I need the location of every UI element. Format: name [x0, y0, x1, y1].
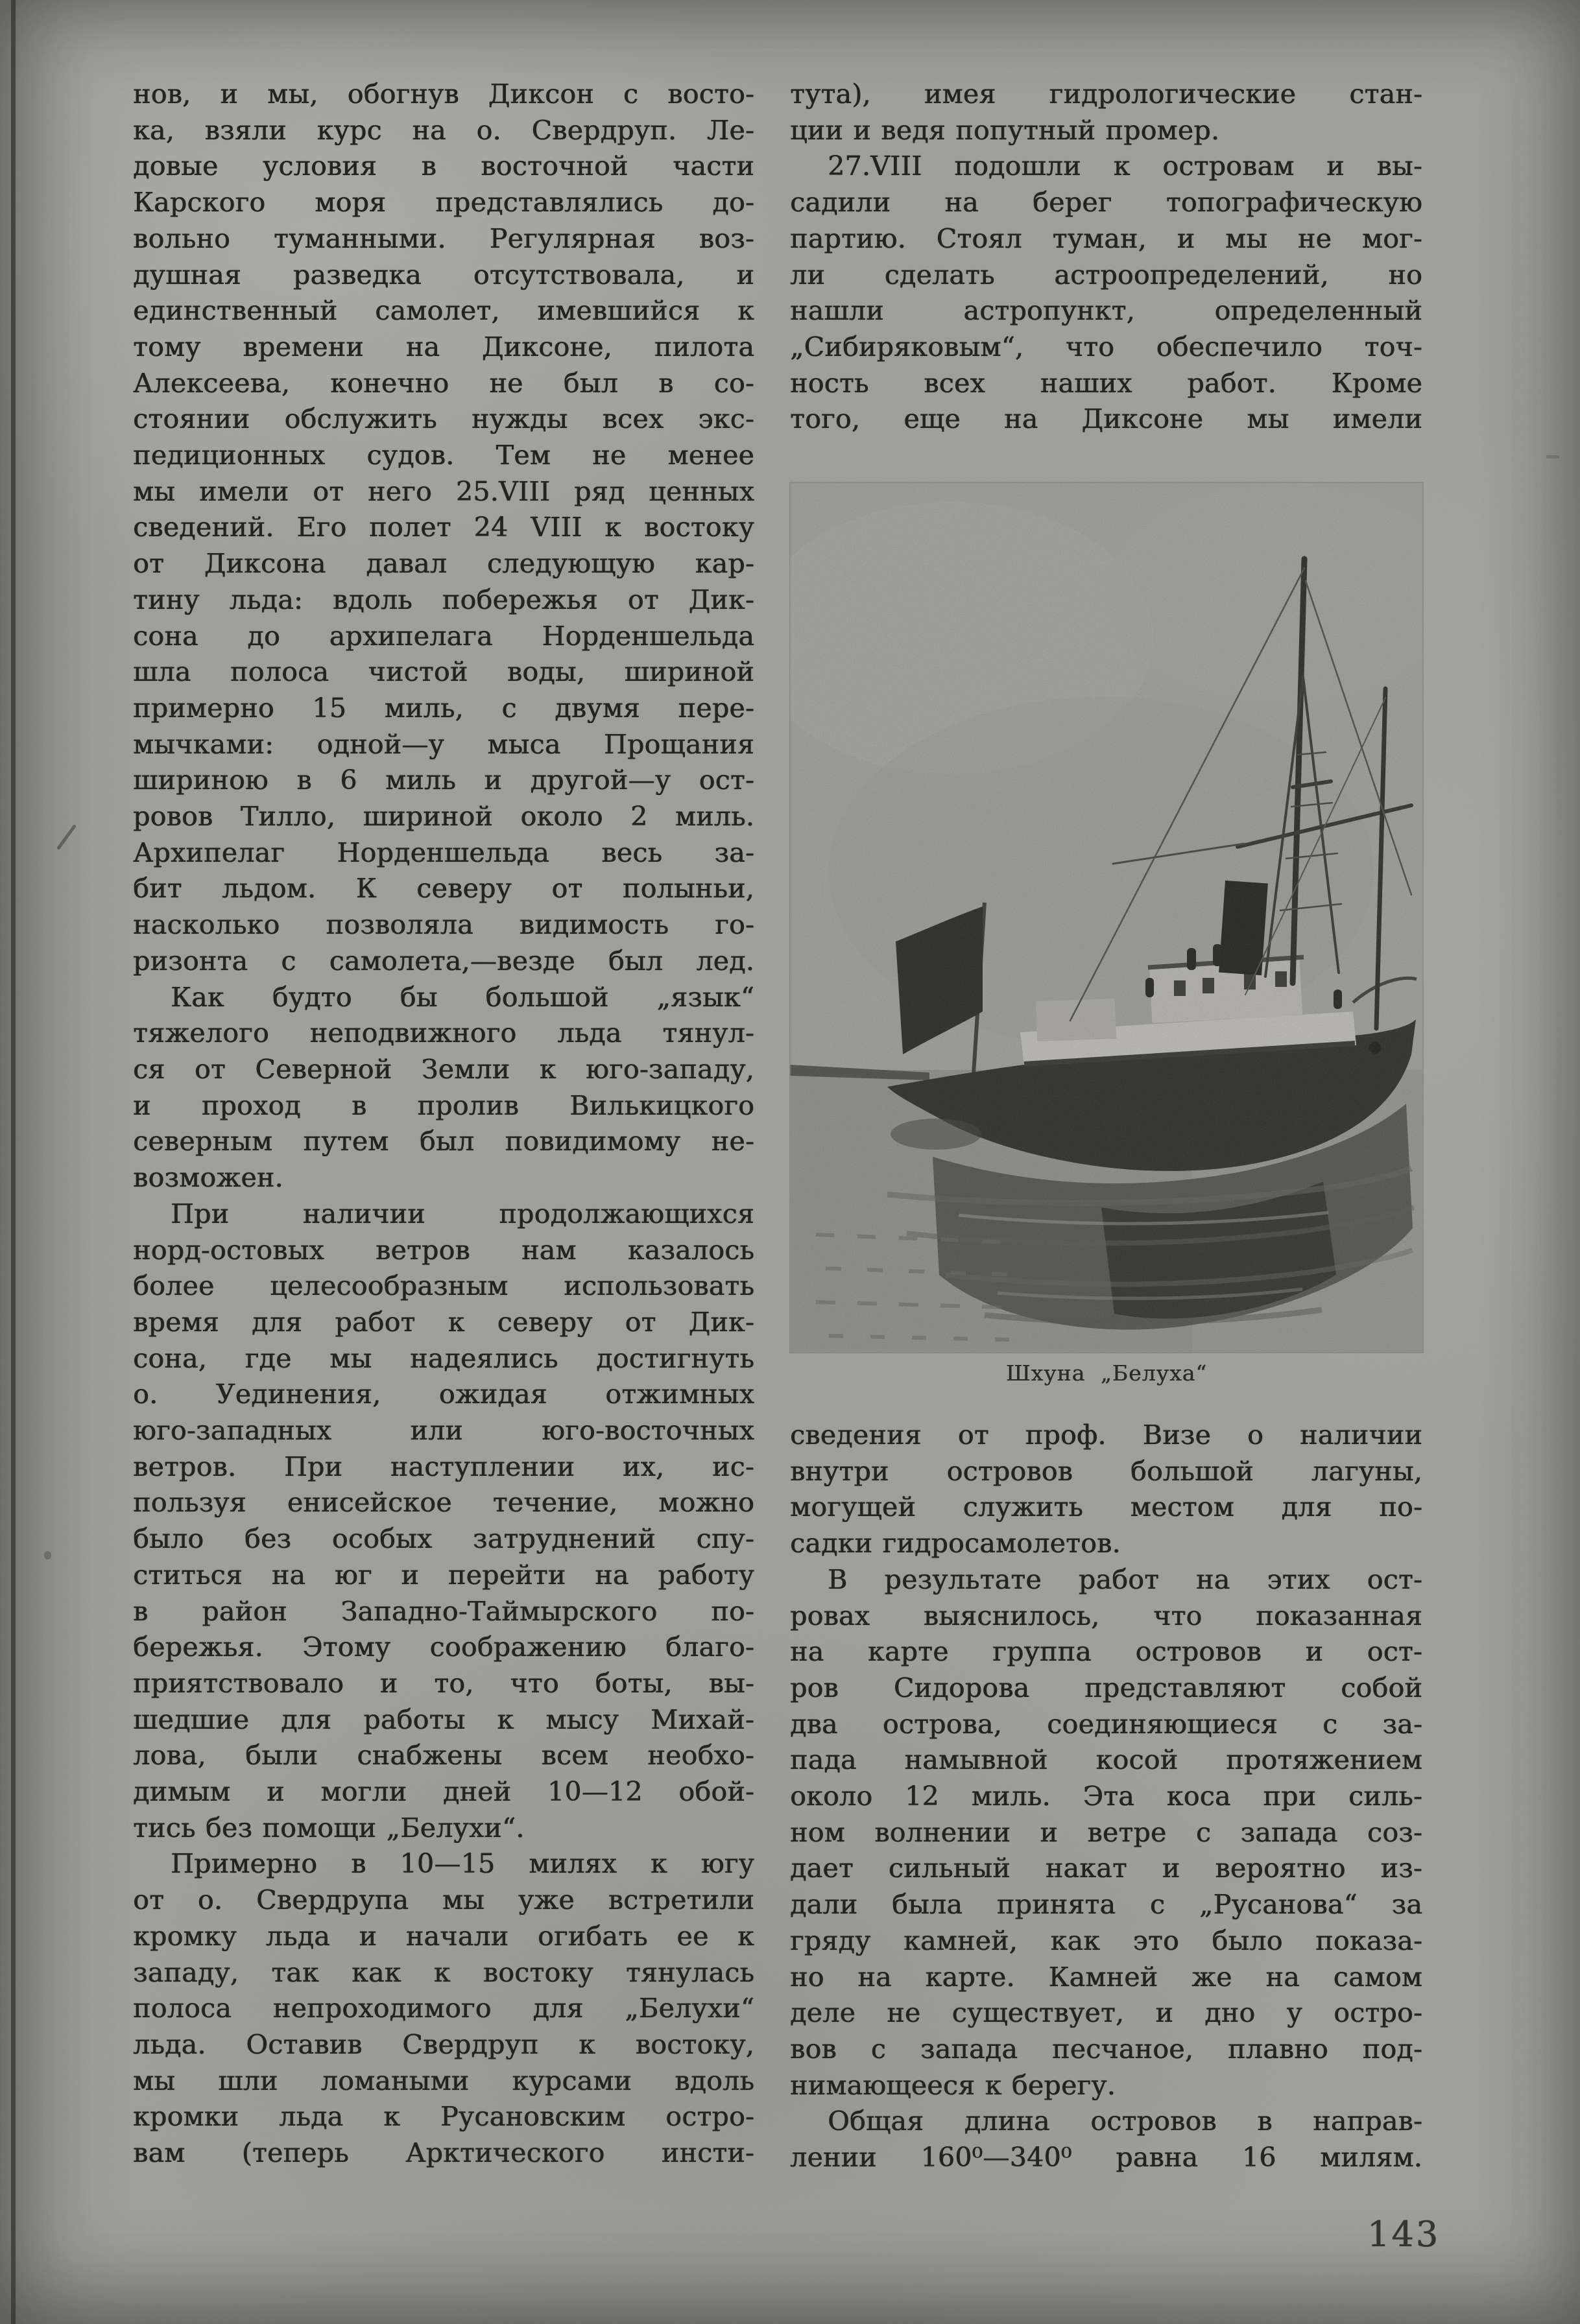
- text-line: Алексеева, конечно не был в со-: [133, 367, 754, 399]
- text-line: душная разведка отсутствовала, и: [133, 259, 754, 290]
- text-line: вов с запада песчаное, плавно под-: [790, 2033, 1422, 2065]
- text-line: ветров. При наступлении их, ис-: [133, 1451, 754, 1482]
- text-line: на карте группа островов и ост-: [790, 1636, 1422, 1668]
- text-line: бит льдом. К северу от полыньи,: [133, 873, 754, 905]
- text-line: внутри островов большой лагуны,: [790, 1455, 1422, 1487]
- text-line: Общая длина островов в направ-: [828, 2105, 1422, 2137]
- text-line: ли сделать астроопределений, но: [790, 259, 1422, 290]
- binding-shadow: [0, 0, 110, 2324]
- text-line: о. Уединения, ожидая отжимных: [133, 1379, 754, 1410]
- text-line: пользуя енисейское течение, можно: [133, 1487, 754, 1519]
- text-line: шириною в 6 миль и другой—у ост-: [133, 765, 754, 796]
- text-line: северным путем был повидимому не-: [133, 1126, 754, 1157]
- scan-speck: [56, 824, 77, 850]
- text-line: 27.VIII подошли к островам и вы-: [828, 150, 1422, 182]
- text-line: было без особых затруднений спу-: [133, 1523, 754, 1555]
- text-line: ции и ведя попутный промер.: [790, 114, 1220, 146]
- ship-photo: [790, 482, 1423, 1353]
- text-line: гряду камней, как это было показа-: [790, 1925, 1422, 1956]
- text-line: шла полоса чистой воды, шириной: [133, 656, 754, 688]
- text-line: около 12 миль. Эта коса при силь-: [790, 1781, 1422, 1812]
- text-line: лова, были снабжены всем необхо-: [133, 1740, 754, 1772]
- text-line: деле не существует, и дно у остро-: [790, 1997, 1422, 2029]
- text-line: но на карте. Камней же на самом: [790, 1961, 1422, 1993]
- text-line: сведения от проф. Визе о наличии: [790, 1419, 1422, 1451]
- photo-grain-light: [790, 482, 1423, 1353]
- text-line: При наличии продолжающихся: [171, 1198, 754, 1229]
- text-line: партию. Стоял туман, и мы не мог-: [790, 222, 1422, 254]
- photo-caption: Шхуна „Белуха“: [1005, 1360, 1208, 1386]
- text-line: мычками: одной—у мыса Прощания: [133, 728, 754, 760]
- text-line: нов, и мы, обогнув Диксон с восто-: [133, 78, 754, 110]
- text-line: дали была принята с „Русанова“ за: [790, 1889, 1422, 1921]
- text-line: два острова, соединяющиеся с за-: [790, 1708, 1422, 1740]
- text-line: мы шли ломаными курсами вдоль: [133, 2065, 754, 2096]
- text-line: сона, где мы надеялись достигнуть: [133, 1342, 754, 1374]
- text-line: садили на берег топографическую: [790, 187, 1422, 219]
- text-line: дает сильный накат и вероятно из-: [790, 1853, 1422, 1884]
- text-line: ровах выяснилось, что показанная: [790, 1600, 1422, 1631]
- text-line: садки гидросамолетов.: [790, 1528, 1121, 1559]
- text-line: кромку льда и начали огибать ее к: [133, 1920, 754, 1952]
- text-line: льда. Оставив Свердруп к востоку,: [133, 2028, 754, 2060]
- text-line: и проход в пролив Вилькицкого: [133, 1089, 754, 1121]
- text-line: приятствовало и то, что боты, вы-: [133, 1667, 754, 1699]
- page-number: 143: [1367, 2214, 1440, 2255]
- text-line: вам (теперь Арктического инсти-: [133, 2137, 754, 2169]
- text-line: от Диксона давал следующую кар-: [133, 548, 754, 580]
- text-line: тину льда: вдоль побережья от Дик-: [133, 584, 754, 615]
- right-text-column-above-photo: [790, 77, 1422, 438]
- left-text-column: [133, 77, 754, 2172]
- text-line: кромки льда к Русановским остро-: [133, 2101, 754, 2133]
- scan-speck: [44, 1551, 51, 1559]
- text-line: полоса непроходимого для „Белухи“: [133, 1993, 754, 2024]
- text-line: единственный самолет, имевшийся к: [133, 295, 754, 327]
- text-line: Карского моря представлялись до-: [133, 187, 754, 219]
- text-line: от о. Свердрупа мы уже встретили: [133, 1884, 754, 1916]
- text-line: нашли астропункт, определенный: [790, 295, 1422, 327]
- text-line: ровов Тилло, шириной около 2 миль.: [133, 801, 754, 833]
- text-line: время для работ к северу от Дик-: [133, 1306, 754, 1338]
- text-line: сведений. Его полет 24 VIII к востоку: [133, 512, 754, 543]
- text-line: ститься на юг и перейти на работу: [133, 1559, 754, 1591]
- text-line: тись без помощи „Белухи“.: [133, 1812, 525, 1844]
- text-line: тяжелого неподвижного льда тянул-: [133, 1017, 754, 1049]
- text-line: Архипелаг Норденшельда весь за-: [133, 836, 754, 868]
- text-line: бережья. Этому соображению благо-: [133, 1631, 754, 1663]
- text-line: Примерно в 10—15 милях к югу: [171, 1848, 754, 1880]
- text-line: тута), имея гидрологические стан-: [790, 78, 1422, 110]
- text-line: ка, взяли курс на о. Свердруп. Ле-: [133, 114, 754, 146]
- text-line: ров Сидорова представляют собой: [790, 1672, 1422, 1703]
- text-line: димым и могли дней 10—12 обой-: [133, 1776, 754, 1808]
- text-line: педиционных судов. Тем не менее: [133, 440, 754, 471]
- text-line: возможен.: [133, 1162, 283, 1194]
- right-text-column-below-photo: [790, 1417, 1422, 2176]
- binding-edge-line: [11, 0, 16, 2324]
- text-line: нимающееся к берегу.: [790, 2069, 1116, 2101]
- text-line: ном волнении и ветре с запада соз-: [790, 1816, 1422, 1848]
- text-line: насколько позволяла видимость го-: [133, 909, 754, 941]
- text-line: норд-остовых ветров нам казалось: [133, 1234, 754, 1266]
- text-line: довые условия в восточной части: [133, 150, 754, 182]
- text-line: более целесообразным использовать: [133, 1270, 754, 1302]
- text-line: сона до архипелага Норденшельда: [133, 620, 754, 652]
- text-line: тому времени на Диксоне, пилота: [133, 331, 754, 362]
- scan-speck: [1546, 455, 1559, 458]
- text-line: ность всех наших работ. Кроме: [790, 367, 1422, 399]
- text-line: шедшие для работы к мысу Михай-: [133, 1703, 754, 1735]
- text-line: стоянии обслужить нужды всех экс-: [133, 403, 754, 435]
- text-line: того, еще на Диксоне мы имели: [790, 403, 1422, 435]
- text-line: могущей служить местом для по-: [790, 1491, 1422, 1523]
- text-line: лении 160⁰—340⁰ равна 16 милям.: [790, 2142, 1422, 2174]
- text-line: мы имели от него 25.VIII ряд ценных: [133, 475, 754, 507]
- text-line: Как будто бы большой „язык“: [171, 981, 754, 1013]
- text-line: примерно 15 миль, с двумя пере-: [133, 692, 754, 724]
- text-line: пада намывной косой протяжением: [790, 1744, 1422, 1776]
- text-line: ся от Северной Земли к юго-западу,: [133, 1053, 754, 1085]
- text-line: юго-западных или юго-восточных: [133, 1415, 754, 1447]
- text-line: западу, так как к востоку тянулась: [133, 1956, 754, 1988]
- text-line: В результате работ на этих ост-: [828, 1563, 1422, 1595]
- text-line: в район Западно-Таймырского по-: [133, 1595, 754, 1627]
- text-line: „Сибиряковым“, что обеспечило точ-: [790, 331, 1422, 362]
- text-line: вольно туманными. Регулярная воз-: [133, 222, 754, 254]
- text-line: ризонта с самолета,—везде был лед.: [133, 945, 754, 977]
